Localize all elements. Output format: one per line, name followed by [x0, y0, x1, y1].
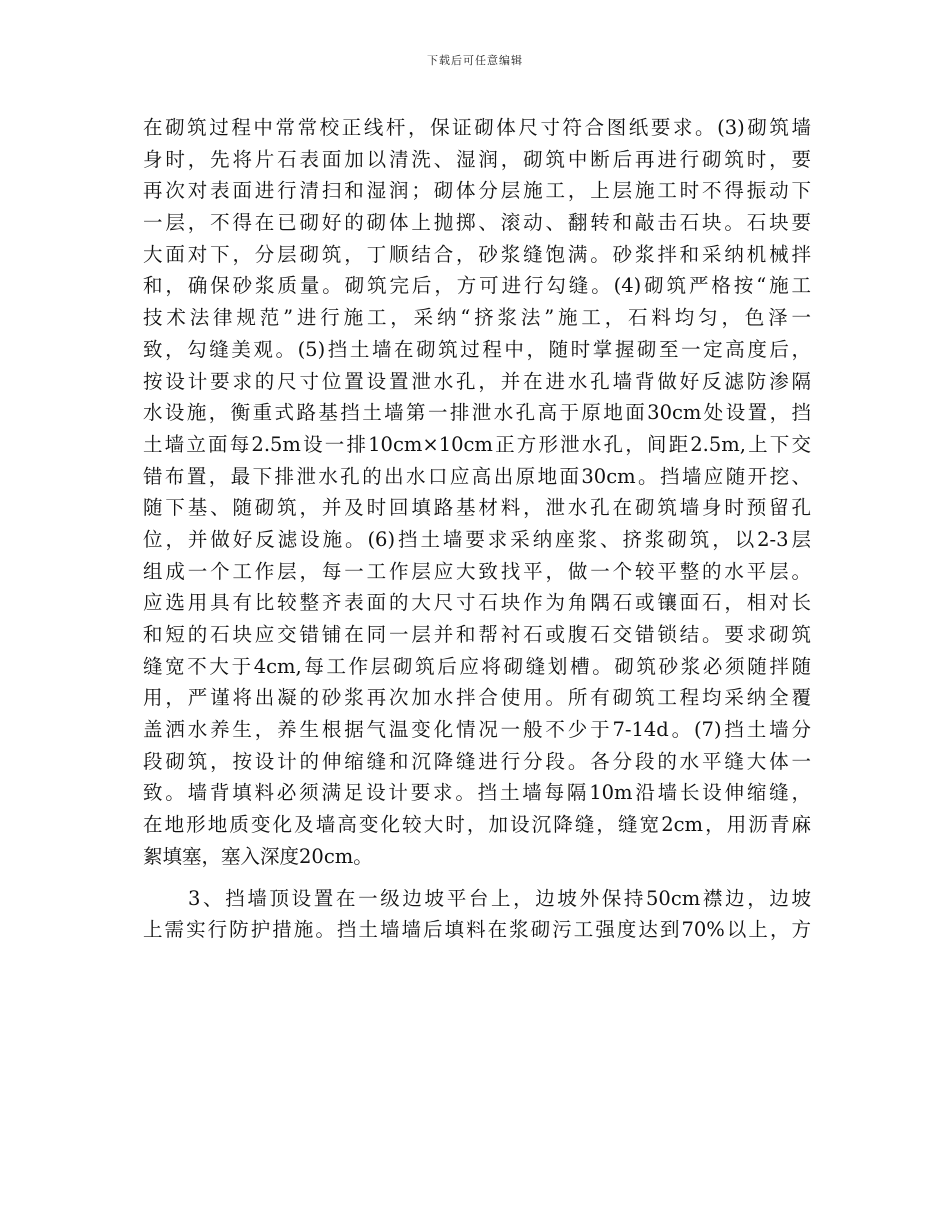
text-line: 随下基、随砌筑，并及时回填路基材料，泄水孔在砌筑墙身时预留孔: [143, 496, 811, 520]
text-line: 应选用具有比较整齐表面的大尺寸石块作为角隅石或镶面石，相对长: [143, 591, 811, 615]
text-line: 缝宽不大于4cm,每工作层砌筑后应将砌缝划槽。砌筑砂浆必须随拌随: [143, 654, 811, 678]
text-line: 位，并做好反滤设施。(6)挡土墙要求采纳座浆、挤浆砌筑，以2-3层: [143, 527, 811, 551]
text-line: 盖洒水养生，养生根据气温变化情况一般不少于7-14d。(7)挡土墙分: [143, 718, 811, 742]
text-line: 上需实行防护措施。挡土墙墙后填料在浆砌污工强度达到70%以上，方: [143, 918, 811, 942]
page-header: 下载后可任意编辑: [427, 54, 523, 67]
text-line: 在砌筑过程中常常校正线杆，保证砌体尺寸符合图纸要求。(3)砌筑墙: [143, 116, 811, 139]
text-line: 致，勾缝美观。(5)挡土墙在砌筑过程中，随时掌握砌至一定高度后，: [143, 337, 811, 361]
text-line: 按设计要求的尺寸位置设置泄水孔，并在进水孔墙背做好反滤防渗隔: [143, 369, 811, 393]
text-line: 一层，不得在已砌好的砌体上抛掷、滚动、翻转和敲击石块。石块要: [143, 211, 811, 235]
text-line: 再次对表面进行清扫和湿润；砌体分层施工，上层施工时不得振动下: [143, 179, 811, 203]
text-line: 和短的石块应交错铺在同一层并和帮衬石或腹石交错锁结。要求砌筑: [143, 623, 811, 646]
text-line: 和，确保砂浆质量。砌筑完后，方可进行勾缝。(4)砌筑严格按“施工: [143, 274, 811, 298]
text-line: 土墙立面每2.5m设一排10cm×10cm正方形泄水孔，间距2.5m,上下交: [143, 432, 811, 456]
text-line: 水设施，衡重式路基挡土墙第一排泄水孔高于原地面30cm处设置，挡: [143, 401, 811, 425]
text-line: 组成一个工作层，每一工作层应大致找平，做一个较平整的水平层。: [143, 559, 811, 583]
text-line: 错布置，最下排泄水孔的出水口应高出原地面30cm。挡墙应随开挖、: [143, 464, 811, 488]
text-line: 絮填塞，塞入深度20cm。: [143, 844, 373, 868]
text-line: 大面对下，分层砌筑，丁顺结合，砂浆缝饱满。砂浆拌和采纳机械拌: [143, 242, 811, 266]
text-line: 段砌筑，按设计的伸缩缝和沉降缝进行分段。各分段的水平缝大体一: [143, 749, 811, 773]
text-line: 身时，先将片石表面加以清洗、湿润，砌筑中断后再进行砌筑时，要: [143, 147, 811, 171]
text-line: 技术法律规范”进行施工，采纳“挤浆法”施工，石料均匀，色泽一: [143, 306, 811, 330]
paragraph-1: [143, 112, 811, 873]
text-line: 3、挡墙顶设置在一级边坡平台上，边坡外保持50cm襟边，边坡: [188, 886, 811, 910]
document-body: [143, 112, 811, 946]
text-line: 在地形地质变化及墙高变化较大时，加设沉降缝，缝宽2cm，用沥青麻: [143, 813, 811, 837]
text-line: 致。墙背填料必须满足设计要求。挡土墙每隔10m沿墙长设伸缩缝，: [143, 781, 811, 805]
text-line: 用，严谨将出凝的砂浆再次加水拌合使用。所有砌筑工程均采纳全覆: [143, 686, 811, 710]
paragraph-spacer: [143, 873, 811, 883]
paragraph-2: [143, 883, 811, 946]
